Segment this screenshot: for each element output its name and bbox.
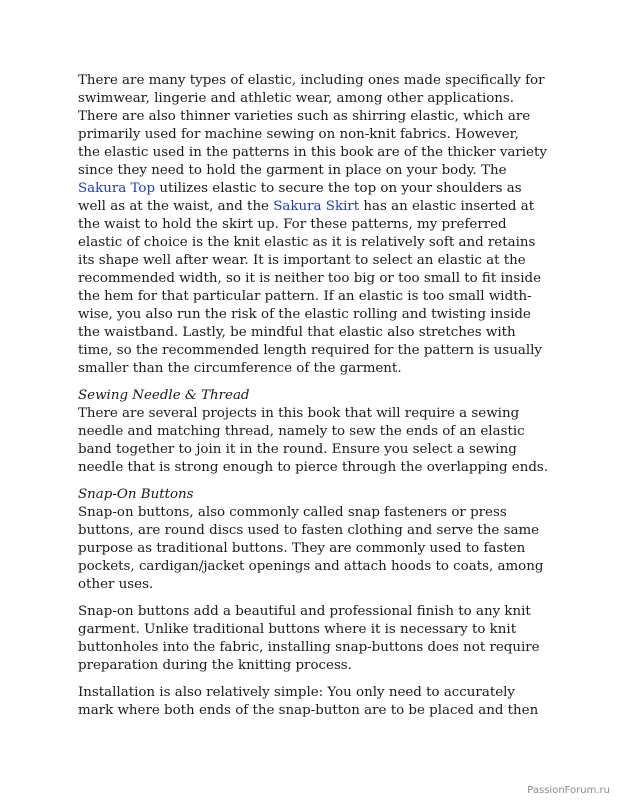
watermark: PassionForum.ru [527, 785, 610, 796]
sakura-top-link[interactable]: Sakura Top [78, 181, 156, 196]
text-fragment: well as at the waist, and the [78, 199, 274, 214]
text-line: There are several projects in this book that will require a sewing [78, 406, 520, 421]
text-fragment: utilizes elastic to secure the top on your shoulders as [155, 181, 522, 196]
text-line: swimwear, lingerie and athletic wear, among other applications. [78, 91, 515, 106]
text-line: Snap-on buttons add a beautiful and professional finish to any knit [78, 604, 531, 619]
intro-paragraph [78, 72, 548, 378]
snap-on-paragraph-installation [78, 684, 548, 720]
text-line: There are many types of elastic, including ones made specifically for [78, 73, 545, 88]
sakura-skirt-link[interactable]: Sakura Skirt [273, 199, 360, 214]
text-line: recommended width, so it is neither too big or too small to fit inside [78, 271, 542, 286]
text-line: smaller than the circumference of the garment. [78, 361, 402, 376]
snap-on-paragraph-finish [78, 603, 548, 675]
text-line: There are also thinner varieties such as shirring elastic, which are [78, 109, 531, 124]
text-line: preparation during the knitting process. [78, 658, 352, 673]
text-line: since they need to hold the garment in place on your body. The [78, 163, 507, 178]
snap-on-buttons-section [78, 486, 548, 594]
text-line: other uses. [78, 577, 154, 592]
text-line: needle and matching thread, namely to sew the ends of an elastic [78, 424, 525, 439]
text-line: garment. Unlike traditional buttons where it is necessary to knit [78, 622, 517, 637]
text-line: buttonholes into the fabric, installing snap-buttons does not require [78, 640, 540, 655]
text-line: purpose as traditional buttons. They are commonly used to fasten [78, 541, 526, 556]
text-line: the waistband. Lastly, be mindful that elastic also stretches with [78, 325, 516, 340]
text-line: pockets, cardigan/jacket openings and attach hoods to coats, among [78, 559, 544, 574]
text-line: mark where both ends of the snap-button are to be placed and then [78, 703, 539, 718]
text-line: the waist to hold the skirt up. For these patterns, my preferred [78, 217, 507, 232]
text-line: wise, you also run the risk of the elastic rolling and twisting inside [78, 307, 531, 322]
text-line: elastic of choice is the knit elastic as it is relatively soft and retains [78, 235, 536, 250]
text-line: the elastic used in the patterns in this book are of the thicker variety [78, 145, 547, 160]
text-line [78, 198, 548, 216]
text-line: band together to join it in the round. Ensure you select a sewing [78, 442, 517, 457]
text-line: buttons, are round discs used to fasten clothing and serve the same [78, 523, 540, 538]
text-line: needle that is strong enough to pierce through the overlapping ends. [78, 460, 549, 475]
text-line: its shape well after wear. It is important to select an elastic at the [78, 253, 526, 268]
text-line: time, so the recommended length required for the pattern is usually [78, 343, 542, 358]
text-line: Installation is also relatively simple: You only need to accurately [78, 685, 515, 700]
sewing-needle-section [78, 387, 548, 477]
document-page [78, 72, 548, 729]
text-line: primarily used for machine sewing on non-knit fabrics. However, [78, 127, 519, 142]
section-heading: Snap-On Buttons [78, 487, 194, 502]
text-fragment: has an elastic inserted at [359, 199, 535, 214]
text-line: Snap-on buttons, also commonly called snap fasteners or press [78, 505, 507, 520]
section-heading: Sewing Needle & Thread [78, 388, 250, 403]
text-line [78, 180, 548, 198]
text-line: the hem for that particular pattern. If an elastic is too small width- [78, 289, 532, 304]
